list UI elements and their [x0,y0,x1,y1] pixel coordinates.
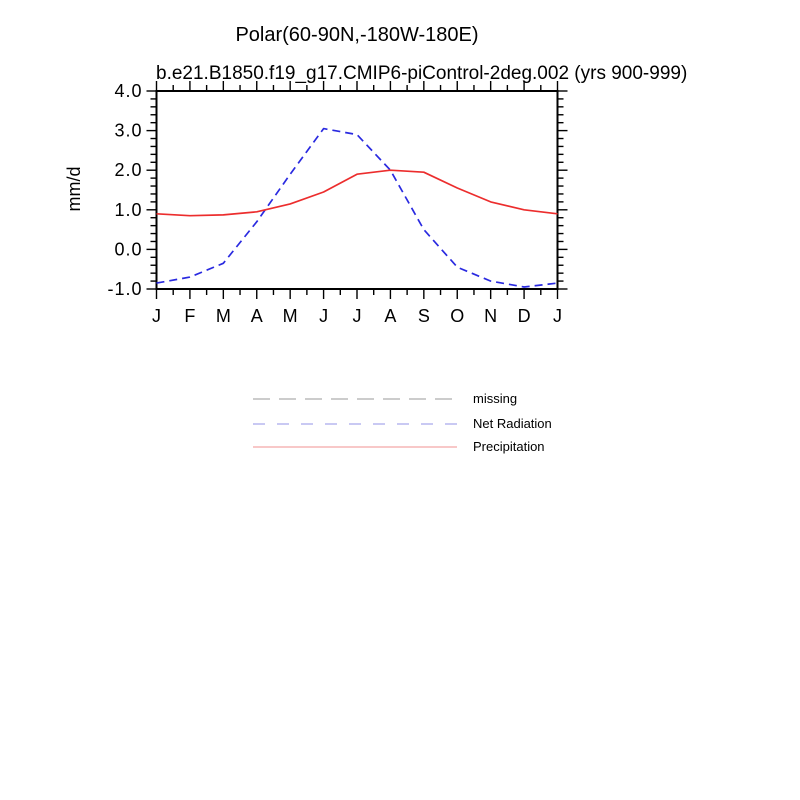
legend-entry-precipitation [253,439,545,454]
y-tick-label: 3.0 [114,120,143,141]
legend-label-missing: missing [473,391,518,406]
y-tick-label: -1.0 [107,279,143,299]
precipitation-line [157,170,558,216]
chart-title: Polar(60-90N,-180W-180E) [235,24,479,46]
y-tick-label: 2.0 [114,160,143,181]
y-tick-label: 4.0 [114,81,143,101]
net-radiation-line [157,129,558,287]
chart-subtitle: b.e21.B1850.f19_g17.CMIP6-piControl-2deg.002 (yrs 900-999) [156,63,688,84]
x-tick-label: J [319,306,329,326]
y-tick-label: 0.0 [114,239,143,260]
legend-entry-net-radiation [253,416,552,431]
x-tick-label: D [517,306,531,326]
x-tick-label: J [553,306,562,326]
x-tick-label: F [184,306,196,326]
x-tick-label: M [215,306,231,326]
x-tick-label: A [250,306,263,326]
x-tick-label: O [450,306,465,326]
y-axis-label: mm/d [64,166,84,212]
legend-entry-missing [253,391,517,406]
legend-label-net-radiation: Net Radiation [473,416,552,431]
x-tick-label: J [152,306,161,326]
legend-label-precipitation: Precipitation [473,439,545,454]
series-lines [157,129,558,287]
x-tick-label: N [484,306,498,326]
x-tick-label: S [417,306,430,326]
plot-frame [157,91,558,289]
y-tick-label: 1.0 [114,199,143,220]
x-tick-label: M [282,306,298,326]
x-tick-label: A [384,306,397,326]
x-tick-label: J [352,306,362,326]
legend [253,391,552,454]
